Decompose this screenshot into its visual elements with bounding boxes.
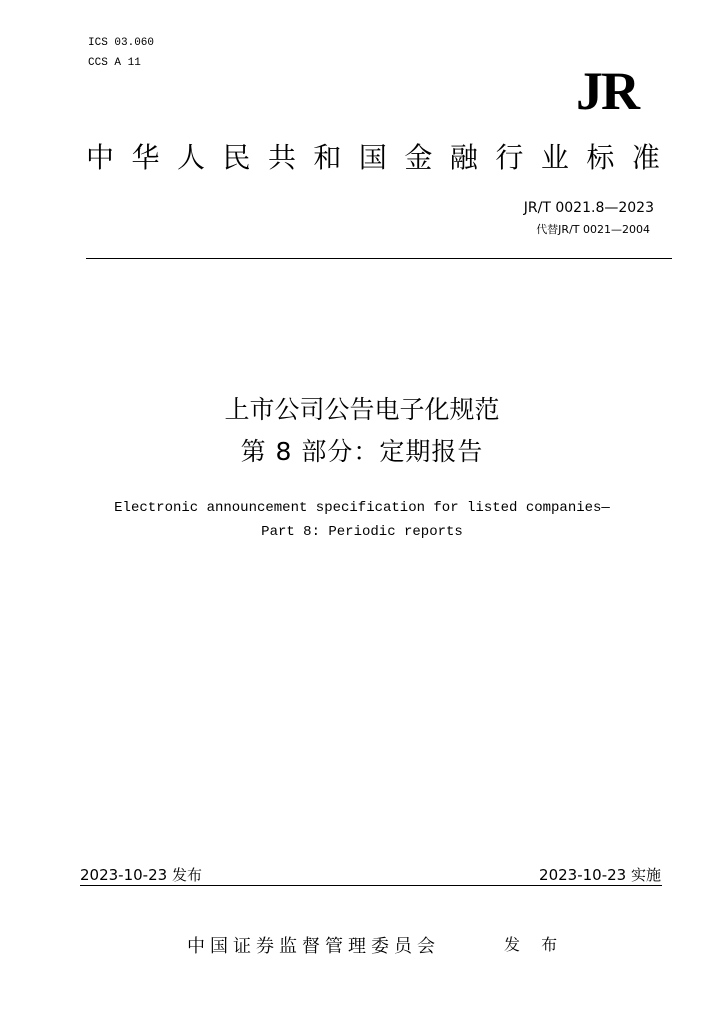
title-zh-line1: 上市公司公告电子化规范 [224, 395, 500, 424]
standard-type-char: 行 [495, 141, 524, 174]
bottom-divider [80, 885, 662, 886]
title-en-line1: Electronic announcement specification for listed companies— [114, 500, 610, 516]
standard-type-char: 民 [222, 141, 251, 174]
title-zh-line2: 第 8 部分：定期报告 [240, 437, 484, 466]
standard-type-char: 国 [358, 141, 387, 174]
standard-type-char: 和 [313, 141, 342, 174]
jr-logo: JR [576, 61, 638, 121]
top-divider [86, 258, 672, 259]
publish-label: 发 布 [504, 935, 566, 954]
implementation-date: 2023-10-23 实施 [539, 866, 661, 884]
issuing-authority: 中国证券监督管理委员会 [187, 936, 440, 957]
title-en-line2: Part 8: Periodic reports [261, 524, 463, 540]
standard-type-title [86, 140, 660, 176]
standard-type-char: 标 [586, 141, 615, 174]
ccs-code: CCS A 11 [88, 57, 141, 69]
ics-code: ICS 03.060 [88, 37, 155, 49]
standard-type-char: 共 [267, 141, 296, 174]
standard-type-char: 华 [131, 141, 160, 174]
standard-type-char: 金 [404, 141, 433, 174]
standard-number: JR/T 0021.8—2023 [523, 200, 654, 216]
standard-type-char: 人 [176, 141, 205, 174]
standard-type-char: 融 [449, 141, 478, 174]
standard-type-char: 准 [631, 141, 660, 174]
standard-type-char: 业 [540, 141, 569, 174]
standard-type-char: 中 [86, 141, 115, 174]
issue-date: 2023-10-23 发布 [80, 866, 202, 884]
replaces-standard: 代替JR/T 0021—2004 [536, 223, 650, 236]
